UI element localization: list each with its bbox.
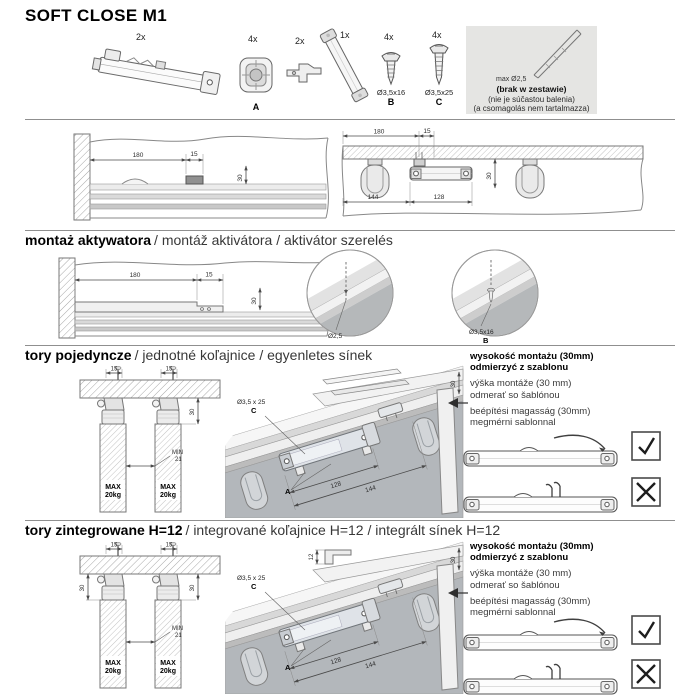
heading-rest: / integrované koľajnice H=12 / integrált sínek H=12: [185, 522, 501, 538]
min-label: MIN: [172, 626, 183, 632]
dim-15: 15: [423, 128, 431, 135]
engage-correct-diagram: [462, 430, 667, 472]
drill-bit-icon: [466, 26, 597, 82]
dim-180: 180: [373, 128, 385, 136]
not-included-hu: (a csomagolás nem tartalmazza): [473, 104, 590, 113]
divider: [25, 230, 675, 231]
screw-letter-label: B: [483, 336, 489, 345]
dim-128: 128: [433, 194, 445, 201]
dim-144: 144: [364, 660, 377, 671]
part-a-label: A: [285, 663, 291, 672]
checkbox: [632, 432, 660, 460]
note-pl: wysokość montażu (30mm) odmierzyć z szablonu: [470, 541, 594, 564]
min-value: 21: [175, 633, 182, 639]
max-weight-label: [101, 656, 125, 676]
screw-b-qty: 4x: [384, 32, 394, 42]
dim-30: 30: [80, 584, 86, 592]
not-included-box: [466, 26, 597, 114]
screw-letter-label: C: [251, 406, 257, 415]
activator-detail-screw-diagram: [433, 248, 558, 345]
dim-30: 30: [190, 408, 196, 416]
dim-15: 15: [110, 542, 118, 549]
heading-bold: tory zintegrowane H=12: [25, 522, 183, 538]
damper-front: [410, 167, 472, 180]
max-weight-label: [101, 480, 125, 500]
heading-rest: / montáž aktivátora / aktivátor szerelés: [154, 232, 393, 248]
screw-c-letter: C: [435, 97, 443, 107]
heading-bold: tory pojedyncze: [25, 347, 132, 363]
activator-pins: [546, 482, 560, 497]
activator-strip: [75, 302, 223, 312]
engage-incorrect-diagram: [462, 476, 667, 518]
section-heading-integrated: [25, 522, 500, 538]
dim-15: 15: [205, 271, 213, 279]
note-pl: wysokość montażu (30mm) odmierzyć z szablonu: [470, 351, 594, 374]
screw-c-qty: 4x: [432, 30, 442, 40]
dim-30: 30: [451, 556, 457, 564]
activator-hook: [554, 619, 605, 633]
dim-128: 128: [329, 480, 343, 491]
screw-size-label: Ø3,5 x 25: [237, 575, 266, 582]
screw-size-label: Ø3,5 x 25: [237, 399, 266, 406]
section-heading-activator: [25, 232, 393, 248]
overview-side-diagram: [70, 126, 335, 226]
checkbox: [632, 616, 660, 644]
dim-180: 180: [132, 152, 144, 159]
dim-30: 30: [251, 297, 258, 305]
dim-15: 15: [110, 366, 118, 373]
drill-max-size: max Ø2,5: [496, 76, 527, 83]
note-hu: beépítési magasság (30mm) megmérni sablonnal: [470, 405, 591, 429]
screw-letter-label: C: [251, 582, 257, 591]
hanger-left: [361, 159, 389, 198]
engage-correct-diagram: [462, 614, 667, 656]
damper-qty: 2x: [136, 32, 146, 42]
note-hu: beépítési magasság (30mm) megmérni sablonnal: [470, 595, 591, 619]
dim-15: 15: [165, 542, 173, 549]
not-included-pl: (brak w zestawie): [496, 84, 567, 94]
divider: [25, 119, 675, 120]
part-a-label: A: [285, 487, 291, 496]
single-cross-section-diagram: [30, 364, 225, 518]
integrated-isometric-diagram: [225, 540, 465, 694]
section-heading-single: [25, 347, 372, 363]
rod-qty: 1x: [340, 30, 350, 40]
min-label: MIN: [172, 450, 183, 456]
integrated-cross-section-diagram: [30, 540, 225, 694]
svg-text:20kg: 20kg: [160, 492, 176, 499]
dim-144: 144: [364, 484, 377, 495]
heading-bold: montaż aktywatora: [25, 232, 152, 248]
screw-b-letter: B: [387, 97, 395, 107]
activator-hook: [554, 435, 605, 449]
connector-qty: 4x: [248, 34, 258, 44]
dim-15: 15: [190, 151, 198, 158]
dim-30: 30: [451, 380, 457, 388]
hanger-right: [516, 159, 544, 198]
screw-b-size: Ø3,5x16: [376, 88, 406, 97]
max-weight-label: [156, 656, 180, 676]
dim-180: 180: [129, 272, 141, 279]
arrow-left-icon: [446, 586, 468, 600]
divider: [25, 520, 675, 521]
note-sk: výška montáže (30 mm) odmerať so šablónou: [470, 378, 572, 401]
min-value: 21: [175, 457, 182, 463]
arrow-left-icon: [446, 396, 468, 410]
activator-block: [414, 159, 425, 166]
activator-pins: [546, 664, 560, 679]
svg-text:MAX: MAX: [160, 484, 176, 491]
svg-text:20kg: 20kg: [160, 668, 176, 675]
parts-row: [0, 22, 700, 119]
screw-b-icon: [374, 48, 408, 88]
heading-rest: / jednotné koľajnice / egyenletes sínek: [134, 347, 373, 363]
svg-text:MAX: MAX: [105, 660, 121, 667]
note-sk: výška montáže (30 mm) odmerať so šablónou: [470, 568, 572, 591]
overview-front-diagram: [335, 126, 670, 226]
svg-text:MAX: MAX: [105, 484, 121, 491]
connector-part-icon: [233, 52, 279, 100]
mounting-height-note: [470, 541, 692, 623]
dim-30: 30: [486, 172, 493, 180]
activator-block: [186, 176, 203, 184]
engage-incorrect-diagram: [462, 658, 667, 700]
screw-c-size: Ø3,5x25: [424, 88, 454, 97]
screw-c-icon: [422, 40, 456, 88]
soft-close-damper-icon: [90, 42, 235, 112]
dim-30: 30: [237, 174, 244, 182]
divider: [25, 345, 675, 346]
page-title: SOFT CLOSE M1: [25, 6, 168, 25]
drill-diameter-label: Ø2,5: [328, 333, 343, 340]
activator-detail-drill-diagram: [288, 248, 413, 345]
dim-30: 30: [190, 584, 196, 592]
dim-144: 144: [367, 194, 379, 201]
screw-size-label: Ø3,5x16: [469, 329, 494, 336]
mounting-height-note: [470, 351, 692, 433]
connector-letter: A: [252, 102, 260, 112]
svg-text:20kg: 20kg: [105, 492, 121, 499]
dim-128: 128: [329, 656, 343, 667]
svg-text:20kg: 20kg: [105, 668, 121, 675]
clip-qty: 2x: [295, 36, 305, 46]
svg-text:MAX: MAX: [160, 660, 176, 667]
max-weight-label: [156, 480, 180, 500]
not-included-sk: (nie je súčastou balenia): [488, 95, 575, 104]
dim-15: 15: [165, 366, 173, 373]
single-isometric-diagram: [225, 364, 465, 518]
dim-12: 12: [309, 553, 315, 561]
